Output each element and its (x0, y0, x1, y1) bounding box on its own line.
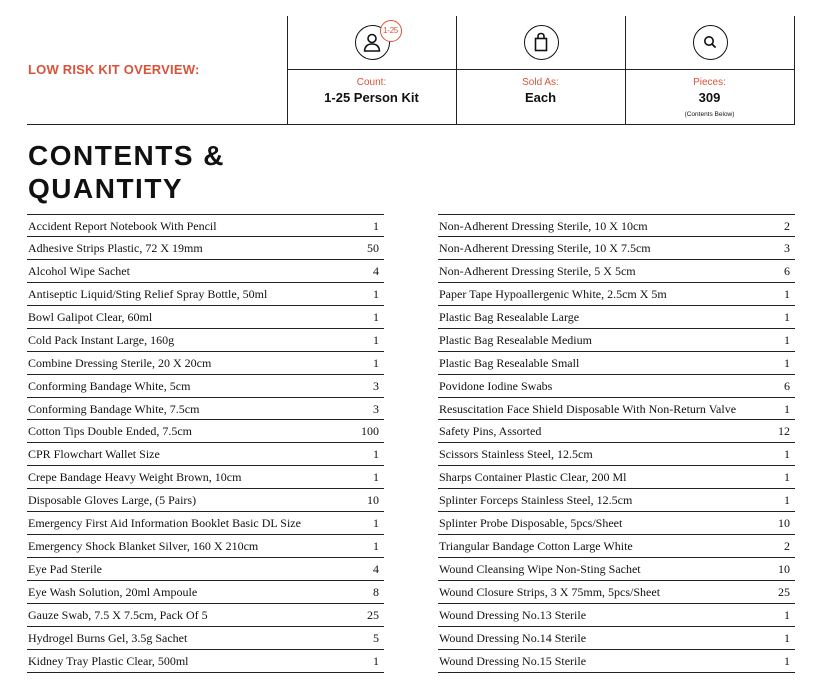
item-quantity: 1 (373, 516, 379, 531)
stat-note: (Contents Below) (684, 111, 735, 118)
item-name: Splinter Forceps Stainless Steel, 12.5cm (439, 493, 633, 508)
item-quantity: 5 (373, 630, 379, 645)
item-quantity: 25 (778, 585, 790, 599)
divider (794, 16, 795, 125)
list-item (438, 283, 795, 306)
item-quantity: 2 (784, 219, 790, 233)
item-name: Bowl Galipot Clear, 60ml (28, 309, 153, 324)
list-item (438, 512, 795, 535)
list-item (27, 375, 384, 398)
list-item (27, 214, 384, 237)
list-item (27, 306, 384, 329)
item-name: Disposable Gloves Large, (5 Pairs) (28, 493, 197, 508)
kit-overview-title: LOW RISK KIT OVERVIEW: (28, 62, 200, 77)
item-quantity: 12 (778, 424, 790, 439)
shopping-bag-glyph (525, 26, 557, 58)
item-name: Plastic Bag Resealable Large (439, 309, 580, 324)
item-quantity: 1 (784, 607, 790, 622)
item-name: Sharps Container Plastic Clear, 200 Ml (439, 470, 627, 485)
item-quantity: 1 (373, 332, 379, 347)
item-name: Adhesive Strips Plastic, 72 X 19mm (28, 240, 203, 255)
item-quantity: 4 (373, 562, 379, 577)
item-name: Hydrogel Burns Gel, 3.5g Sachet (28, 630, 188, 645)
item-name: Triangular Bandage Cotton Large White (439, 539, 633, 554)
item-quantity: 1 (373, 447, 379, 462)
item-quantity: 1 (784, 630, 790, 645)
list-item (27, 260, 384, 283)
item-quantity: 4 (373, 263, 379, 278)
item-name: Emergency First Aid Information Booklet Basic DL Size (28, 516, 301, 531)
list-item (438, 214, 795, 237)
item-quantity: 10 (778, 516, 790, 531)
item-quantity: 3 (373, 401, 379, 416)
list-item (27, 558, 384, 581)
list-item (438, 352, 795, 375)
item-name: Gauze Swab, 7.5 X 7.5cm, Pack Of 5 (28, 607, 208, 622)
item-name: Conforming Bandage White, 7.5cm (28, 401, 200, 416)
list-item (27, 420, 384, 443)
list-item (27, 650, 384, 673)
item-quantity: 3 (784, 240, 790, 255)
item-name: Non-Adherent Dressing Sterile, 10 X 7.5cm (439, 240, 651, 255)
item-name: Accident Report Notebook With Pencil (28, 219, 217, 233)
item-name: Paper Tape Hypoallergenic White, 2.5cm X 5m (439, 286, 667, 301)
list-item (27, 512, 384, 535)
item-quantity: 50 (367, 240, 379, 255)
list-item (438, 535, 795, 558)
item-name: Resuscitation Face Shield Disposable With Non-Return Valve (439, 401, 737, 416)
item-quantity: 10 (778, 562, 790, 577)
list-item (438, 489, 795, 512)
item-quantity: 100 (361, 424, 379, 439)
item-name: Emergency Shock Blanket Silver, 160 X 210cm (28, 539, 259, 554)
list-item (27, 329, 384, 352)
item-quantity: 1 (373, 219, 379, 233)
item-name: Cold Pack Instant Large, 160g (28, 332, 175, 347)
list-item (27, 398, 384, 421)
heading-line: QUANTITY (28, 173, 184, 204)
item-quantity: 1 (784, 332, 790, 347)
item-name: Crepe Bandage Heavy Weight Brown, 10cm (28, 470, 242, 485)
item-quantity: 1 (784, 493, 790, 508)
shopping-bag-icon (524, 25, 559, 60)
item-quantity: 1 (784, 309, 790, 324)
item-name: Non-Adherent Dressing Sterile, 10 X 10cm (439, 219, 648, 233)
item-name: Antiseptic Liquid/Sting Relief Spray Bottle, 50ml (28, 286, 268, 301)
list-item (438, 260, 795, 283)
item-name: Combine Dressing Sterile, 20 X 20cm (28, 355, 212, 370)
contents-list-right (438, 214, 795, 673)
list-item (438, 466, 795, 489)
stat-value: 309 (698, 90, 721, 105)
stat-label: Sold As: (522, 77, 559, 88)
item-name: Wound Dressing No.15 Sterile (439, 653, 587, 668)
list-item (27, 627, 384, 650)
item-name: Kidney Tray Plastic Clear, 500ml (28, 653, 189, 668)
stat-label: Count: (356, 77, 387, 88)
divider (27, 124, 795, 125)
item-quantity: 6 (784, 378, 790, 393)
item-quantity: 8 (373, 585, 379, 599)
item-quantity: 1 (373, 309, 379, 324)
item-quantity: 6 (784, 263, 790, 278)
item-name: Alcohol Wipe Sachet (28, 263, 130, 278)
list-item (438, 443, 795, 466)
person-icon (355, 25, 398, 60)
item-quantity: 1 (373, 355, 379, 370)
list-item (27, 489, 384, 512)
list-item (27, 604, 384, 627)
item-quantity: 2 (784, 539, 790, 554)
list-item (438, 650, 795, 673)
stat-label: Pieces: (693, 77, 726, 88)
item-quantity: 1 (784, 653, 790, 668)
count-badge: 1-25 (380, 20, 402, 42)
list-item (27, 352, 384, 375)
search-icon (693, 25, 728, 60)
list-item (27, 535, 384, 558)
list-item (27, 283, 384, 306)
item-name: Eye Wash Solution, 20ml Ampoule (28, 585, 198, 599)
list-item (438, 581, 795, 604)
item-quantity: 1 (373, 286, 379, 301)
stat-value: Each (524, 90, 557, 105)
list-item (438, 604, 795, 627)
list-item (438, 329, 795, 352)
heading-line: CONTENTS & (28, 140, 225, 171)
list-item (438, 237, 795, 260)
item-quantity: 1 (784, 401, 790, 416)
stat-value: 1-25 Person Kit (324, 90, 419, 105)
list-item (27, 581, 384, 604)
item-quantity: 1 (373, 653, 379, 668)
item-quantity: 3 (373, 378, 379, 393)
stat-pieces (625, 16, 794, 125)
item-name: Wound Dressing No.13 Sterile (439, 607, 587, 622)
list-item (438, 398, 795, 421)
list-item (438, 627, 795, 650)
item-quantity: 1 (784, 355, 790, 370)
list-item (438, 306, 795, 329)
item-quantity: 1 (373, 470, 379, 485)
item-name: CPR Flowchart Wallet Size (28, 447, 160, 462)
list-item (27, 466, 384, 489)
item-name: Plastic Bag Resealable Medium (439, 332, 592, 347)
list-item (438, 558, 795, 581)
item-quantity: 1 (784, 447, 790, 462)
item-quantity: 1 (784, 470, 790, 485)
item-name: Conforming Bandage White, 5cm (28, 378, 191, 393)
stat-sold-as (456, 16, 625, 125)
item-name: Safety Pins, Assorted (439, 424, 542, 439)
item-name: Plastic Bag Resealable Small (439, 355, 580, 370)
list-item (438, 375, 795, 398)
item-name: Non-Adherent Dressing Sterile, 5 X 5cm (439, 263, 636, 278)
item-name: Splinter Probe Disposable, 5pcs/Sheet (439, 516, 623, 531)
item-name: Scissors Stainless Steel, 12.5cm (439, 447, 593, 462)
item-name: Wound Cleansing Wipe Non-Sting Sachet (439, 562, 641, 577)
item-name: Cotton Tips Double Ended, 7.5cm (28, 424, 193, 439)
item-name: Wound Dressing No.14 Sterile (439, 630, 587, 645)
section-heading (28, 139, 225, 205)
item-name: Wound Closure Strips, 3 X 75mm, 5pcs/Sheet (439, 585, 661, 599)
item-name: Eye Pad Sterile (28, 562, 102, 577)
contents-list-left (27, 214, 384, 673)
search-glyph (694, 26, 726, 58)
item-quantity: 1 (373, 539, 379, 554)
item-quantity: 25 (367, 607, 379, 622)
item-quantity: 10 (367, 493, 379, 508)
list-item (438, 420, 795, 443)
kit-stats-panel (287, 16, 795, 125)
list-item (27, 443, 384, 466)
stat-count (287, 16, 456, 125)
list-item (27, 237, 384, 260)
item-name: Povidone Iodine Swabs (439, 378, 553, 393)
item-quantity: 1 (784, 286, 790, 301)
